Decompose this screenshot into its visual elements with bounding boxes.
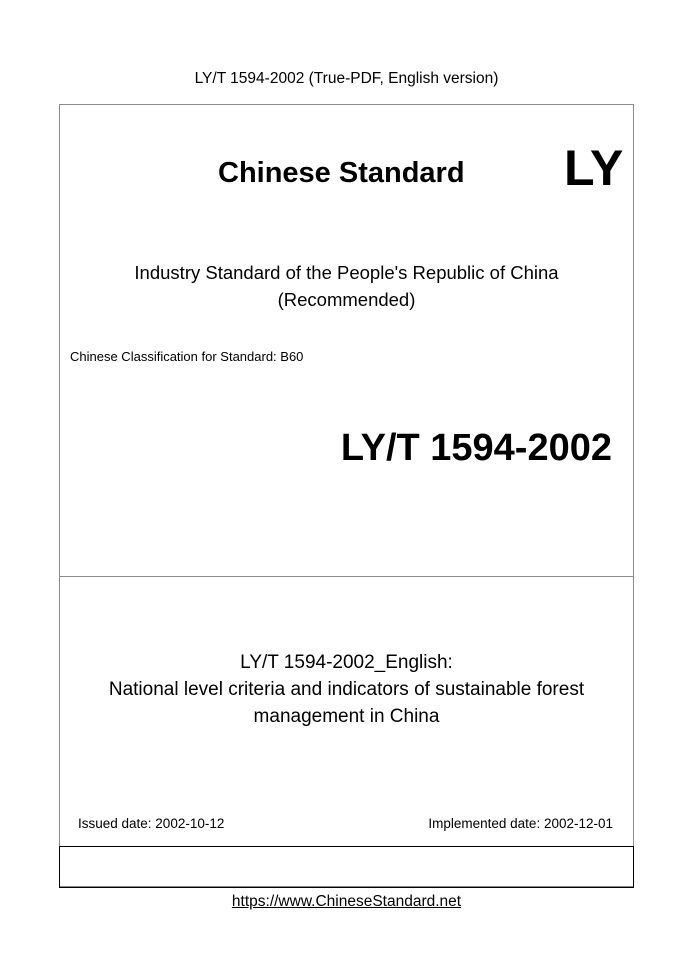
industry-line-2: (Recommended) — [277, 289, 416, 310]
standard-code: LY/T 1594-2002 — [340, 427, 612, 469]
document-title-line-3: management in China — [253, 706, 440, 727]
implemented-date: Implemented date: 2002-12-01 — [428, 816, 613, 831]
industry-line-1: Industry Standard of the People's Republic of China — [134, 262, 559, 283]
empty-footer-box — [59, 846, 634, 888]
document-title-line-1: LY/T 1594-2002_English: — [240, 652, 453, 673]
classification-label: Chinese Classification for Standard: B60 — [70, 349, 304, 364]
cover-frame — [59, 104, 634, 887]
document-title-line-2: National level criteria and indicators of sustainable forest — [108, 679, 585, 700]
page-header: LY/T 1594-2002 (True-PDF, English version) — [194, 70, 499, 87]
industry-statement — [60, 259, 633, 313]
cover-upper-section — [60, 105, 633, 577]
website-link[interactable]: https://www.ChineseStandard.net — [231, 893, 462, 910]
footer-url — [0, 893, 693, 911]
issued-date: Issued date: 2002-10-12 — [78, 816, 225, 831]
standard-badge: LY — [564, 140, 624, 196]
cover-title: Chinese Standard — [218, 157, 465, 189]
cover-lower-section — [60, 576, 633, 847]
document-title — [60, 649, 633, 730]
